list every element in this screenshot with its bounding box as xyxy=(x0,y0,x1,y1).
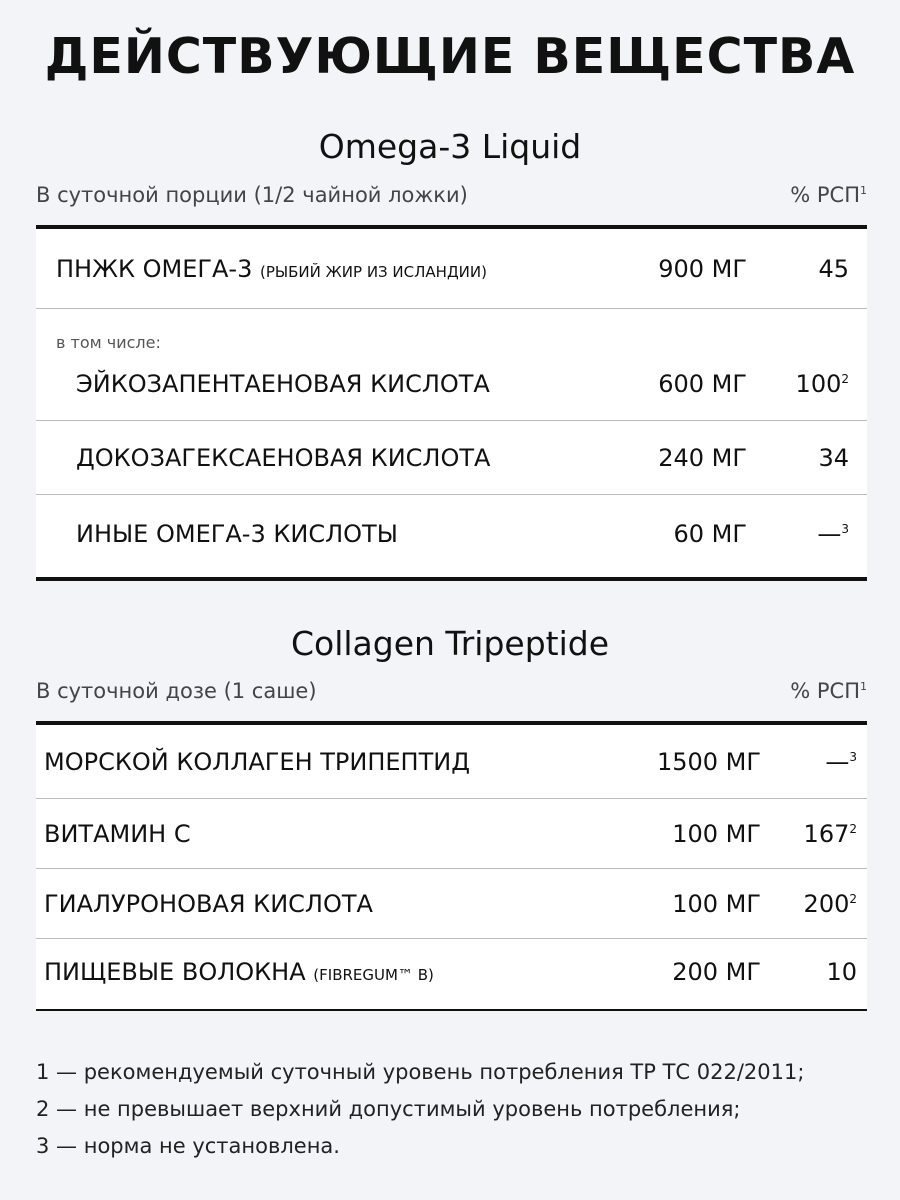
ingredient-name: ВИТАМИН С xyxy=(44,819,191,848)
ingredient-name: МОРСКОЙ КОЛЛАГЕН ТРИПЕПТИД xyxy=(44,747,470,776)
ingredient-pct: —$^3$ xyxy=(817,520,849,548)
ingredient-pct: $100^2$ xyxy=(795,370,849,398)
table-row xyxy=(36,725,867,799)
ingredient-amount: 100 МГ xyxy=(672,889,761,918)
ingredient-pct: 45 xyxy=(818,254,849,283)
ingredient-pct: $167^2$ xyxy=(803,819,857,848)
ingredient-name: ИНЫЕ ОМЕГА-3 КИСЛОТЫ xyxy=(76,520,398,548)
ingredient-name: ДОКОЗАГЕКСАЕНОВАЯ КИСЛОТА xyxy=(76,443,491,472)
table-row xyxy=(36,229,867,309)
rsp-header: % РСП$^1$ xyxy=(790,183,867,207)
page-title: ДЕЙСТВУЮЩИЕ ВЕЩЕСТВА xyxy=(44,28,856,85)
section-title-omega3: Omega-3 Liquid xyxy=(318,127,582,166)
table-row xyxy=(36,495,867,573)
serving-label: В суточной порции (1/2 чайной ложки) xyxy=(36,183,468,207)
ingredient-name: ПНЖК ОМЕГА-3 (РЫБИЙ ЖИР ИЗ ИСЛАНДИИ) xyxy=(56,254,487,283)
ingredient-amount: 60 МГ xyxy=(673,520,747,548)
serving-info-omega3 xyxy=(36,183,867,207)
subhead-including: в том числе: xyxy=(56,333,161,352)
ingredient-amount: 900 МГ xyxy=(658,254,747,283)
ingredient-pct: 10 xyxy=(826,958,857,986)
table-row xyxy=(36,869,867,939)
ingredient-amount: 100 МГ xyxy=(672,819,761,848)
serving-label: В суточной дозе (1 саше) xyxy=(36,679,317,703)
collagen-table xyxy=(36,721,867,1011)
serving-info-collagen xyxy=(36,679,867,703)
rsp-header: % РСП$^1$ xyxy=(790,679,867,703)
footnote-1: 1 — рекомендуемый суточный уровень потребления ТР ТС 022/2011; xyxy=(36,1060,805,1084)
table-row xyxy=(36,939,867,1005)
ingredient-amount: 1500 МГ xyxy=(656,747,761,776)
section-title-collagen: Collagen Tripeptide xyxy=(290,624,610,663)
footnote-2: 2 — не превышает верхний допустимый уровень потребления; xyxy=(36,1097,741,1121)
footnotes xyxy=(36,1054,804,1165)
omega3-table xyxy=(36,225,867,581)
ingredient-pct: $200^2$ xyxy=(803,889,857,918)
ingredient-amount: 240 МГ xyxy=(658,443,747,472)
ingredient-amount: 200 МГ xyxy=(672,958,761,986)
ingredient-name: ГИАЛУРОНОВАЯ КИСЛОТА xyxy=(44,889,373,918)
table-row xyxy=(36,309,867,421)
ingredient-name: ПИЩЕВЫЕ ВОЛОКНА (FIBREGUM™ B) xyxy=(44,958,434,986)
ingredient-amount: 600 МГ xyxy=(658,370,747,398)
ingredient-pct: —$^3$ xyxy=(825,747,857,776)
ingredient-pct: 34 xyxy=(818,443,849,472)
footnote-3: 3 — норма не установлена. xyxy=(36,1134,340,1158)
ingredient-name: ЭЙКОЗАПЕНТАЕНОВАЯ КИСЛОТА xyxy=(76,370,490,398)
table-row xyxy=(36,799,867,869)
table-row xyxy=(36,421,867,495)
